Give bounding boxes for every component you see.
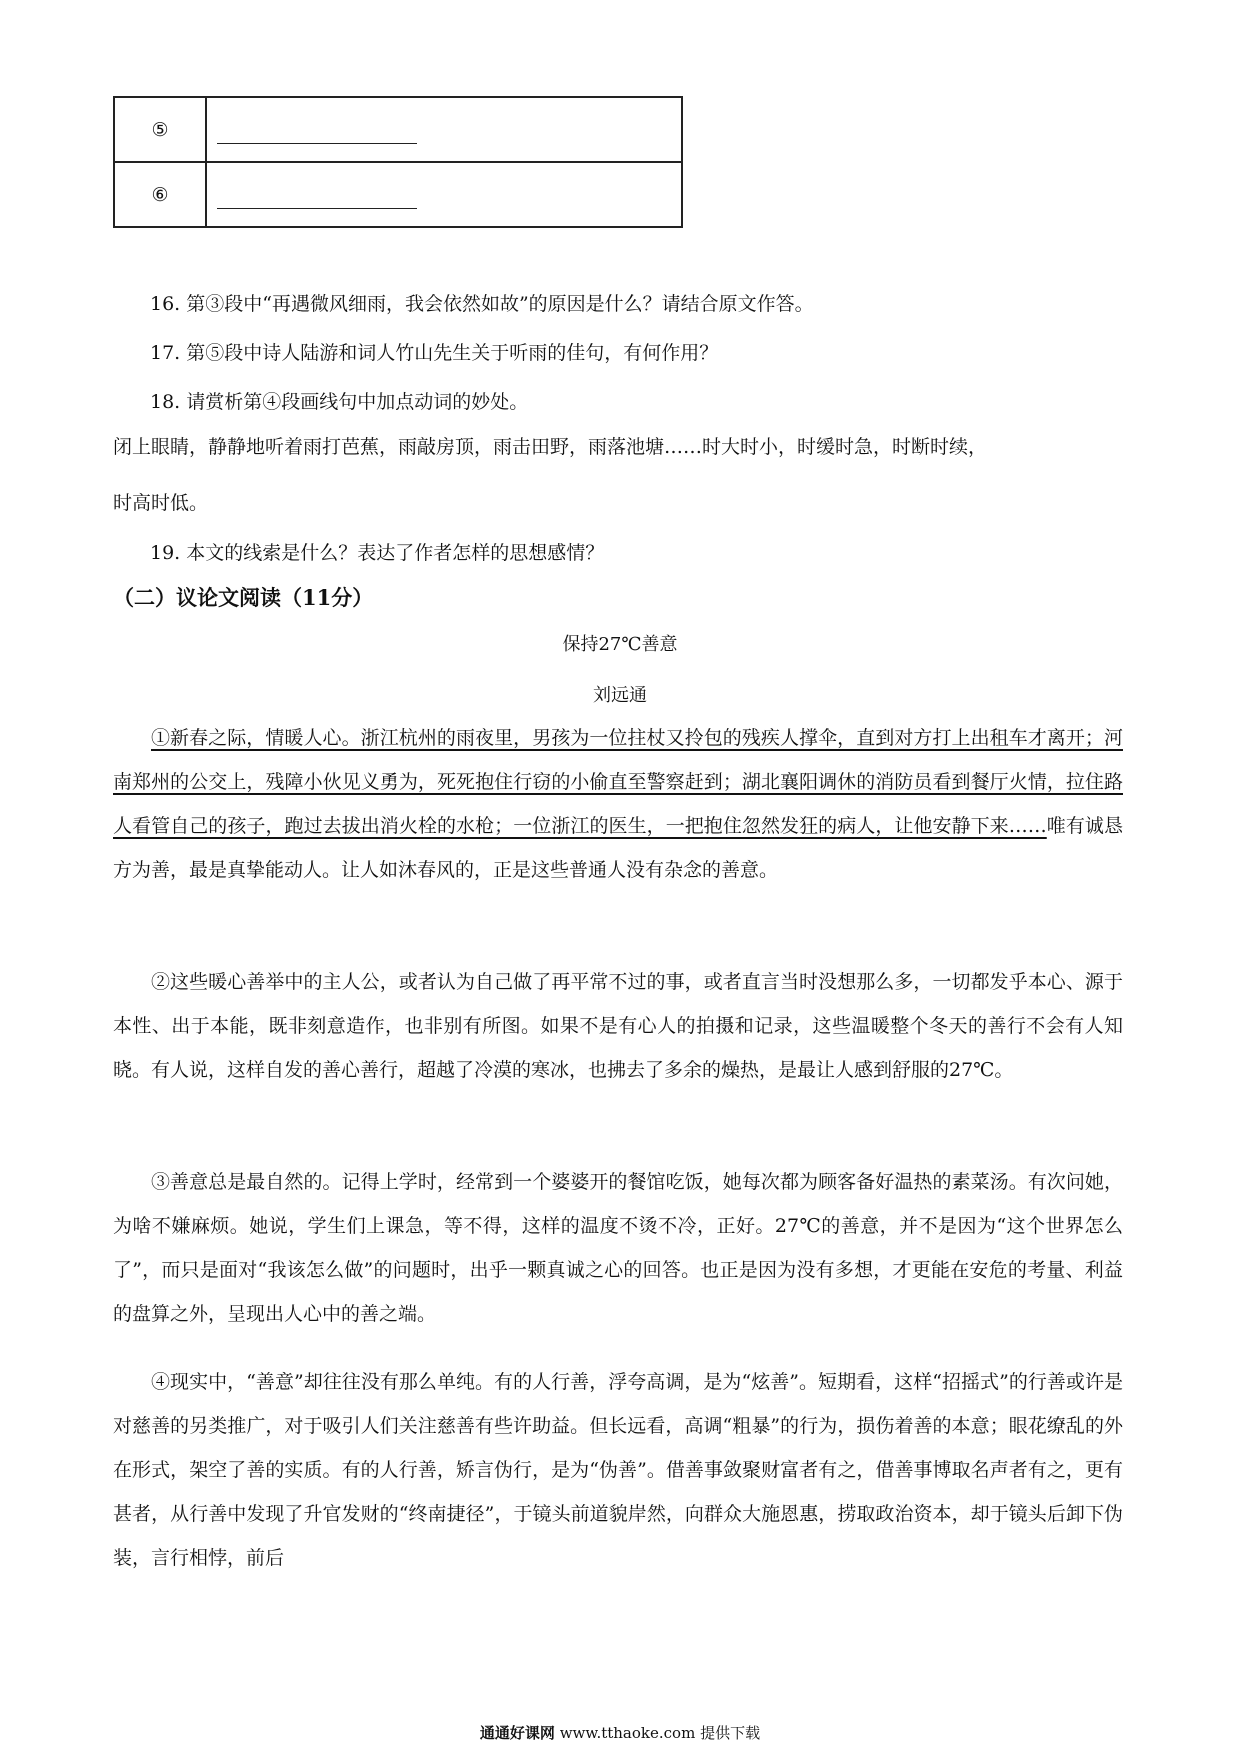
question-18-sentence-end: 时高时低。 [113, 492, 209, 514]
question-18-sentence: 闭上眼睛，静静地听着雨打芭蕉，雨敲房顶，雨击田野，雨落池塘……时大时小，时缓时急，时断时续， [113, 436, 988, 458]
answer-blank[interactable] [206, 162, 682, 227]
question-19: 19. 本文的线索是什么？表达了作者怎样的思想感情？ [150, 542, 605, 564]
section-heading: （二）议论文阅读（11分） [113, 585, 374, 610]
blank-line [217, 129, 417, 144]
question-18: 18. 请赏析第④段画线句中加点动词的妙处。 [150, 391, 529, 413]
table-row [114, 97, 682, 162]
question-17: 17. 第⑤段中诗人陆游和词人竹山先生关于听雨的佳句，有何作用？ [150, 342, 719, 364]
question-16: 16. 第③段中“再遇微风细雨，我会依然如故”的原因是什么？请结合原文作答。 [150, 293, 814, 315]
table-row [114, 162, 682, 227]
page-footer [0, 1722, 1240, 1743]
essay-title: 保持27℃善意 [562, 634, 678, 655]
footer-site-name: 通通好课网 [479, 1724, 555, 1742]
essay-paragraph-1 [113, 716, 1123, 892]
footer-url[interactable]: www.tthaoke.com [559, 1724, 696, 1742]
footer-suffix: 提供下载 [700, 1724, 761, 1742]
answer-table [113, 96, 683, 228]
essay-paragraph-4: ④现实中，“善意”却往往没有那么单纯。有的人行善，浮夸高调，是为“炫善”。短期看，这样“招摇式”的行善或许是对慈善的另类推广，对于吸引人们关注慈善有些许助益。但长远看，高调“粗暴”的行为，损伤着善的本意；眼花缭乱的外在形式，架空了善的实质。有的人行善，矫言伪行，是为“伪善”。借善事敛聚财富者有之，借善事博取名声者有之，更有甚者，从行善中发现了升官发财的“终南捷径”，于镜头前道貌岸然，向群众大施恩惠，捞取政治资本，却于镜头后卸下伪装，言行相悖，前后 [113, 1371, 1123, 1569]
row-number: ⑥ [114, 162, 206, 227]
row-number: ⑤ [114, 97, 206, 162]
essay-author: 刘远通 [593, 685, 647, 706]
essay-paragraph-3: ③善意总是最自然的。记得上学时，经常到一个婆婆开的餐馆吃饭，她每次都为顾客备好温热的素菜汤。有次问她，为啥不嫌麻烦。她说，学生们上课急，等不得，这样的温度不烫不冷，正好。27℃的善意，并不是因为“这个世界怎么了”，而只是面对“我该怎么做”的问题时，出乎一颗真诚之心的回答。也正是因为没有多想，才更能在安危的考量、利益的盘算之外，呈现出人心中的善之端。 [113, 1171, 1123, 1325]
essay-paragraph-2: ②这些暖心善举中的主人公，或者认为自己做了再平常不过的事，或者直言当时没想那么多，一切都发乎本心、源于本性、出于本能，既非刻意造作，也非别有所图。如果不是有心人的拍摄和记录，这些温暖整个冬天的善行不会有人知晓。有人说，这样自发的善心善行，超越了冷漠的寒冰，也拂去了多余的燥热，是最让人感到舒服的27℃。 [113, 971, 1123, 1081]
blank-line [217, 194, 417, 209]
paragraph-text: 唯有诚恳方为善，最是真挚能动人。让人如沐春风的，正是这些普通人没有杂念的善意。 [113, 815, 1123, 881]
answer-blank[interactable] [206, 97, 682, 162]
underlined-passage: ①新春之际，情暖人心。浙江杭州的雨夜里，男孩为一位拄杖又拎包的残疾人撑伞，直到对方打上出租车才离开；河南郑州的公交上，残障小伙见义勇为，死死抱住行窃的小偷直至警察赶到；湖北襄阳调休的消防员看到餐厅火情，拉住路人看管自己的孩子，跑过去拔出消火栓的水枪；一位浙江的医生，一把抱住忽然发狂的病人，让他安静下来…… [113, 727, 1123, 837]
